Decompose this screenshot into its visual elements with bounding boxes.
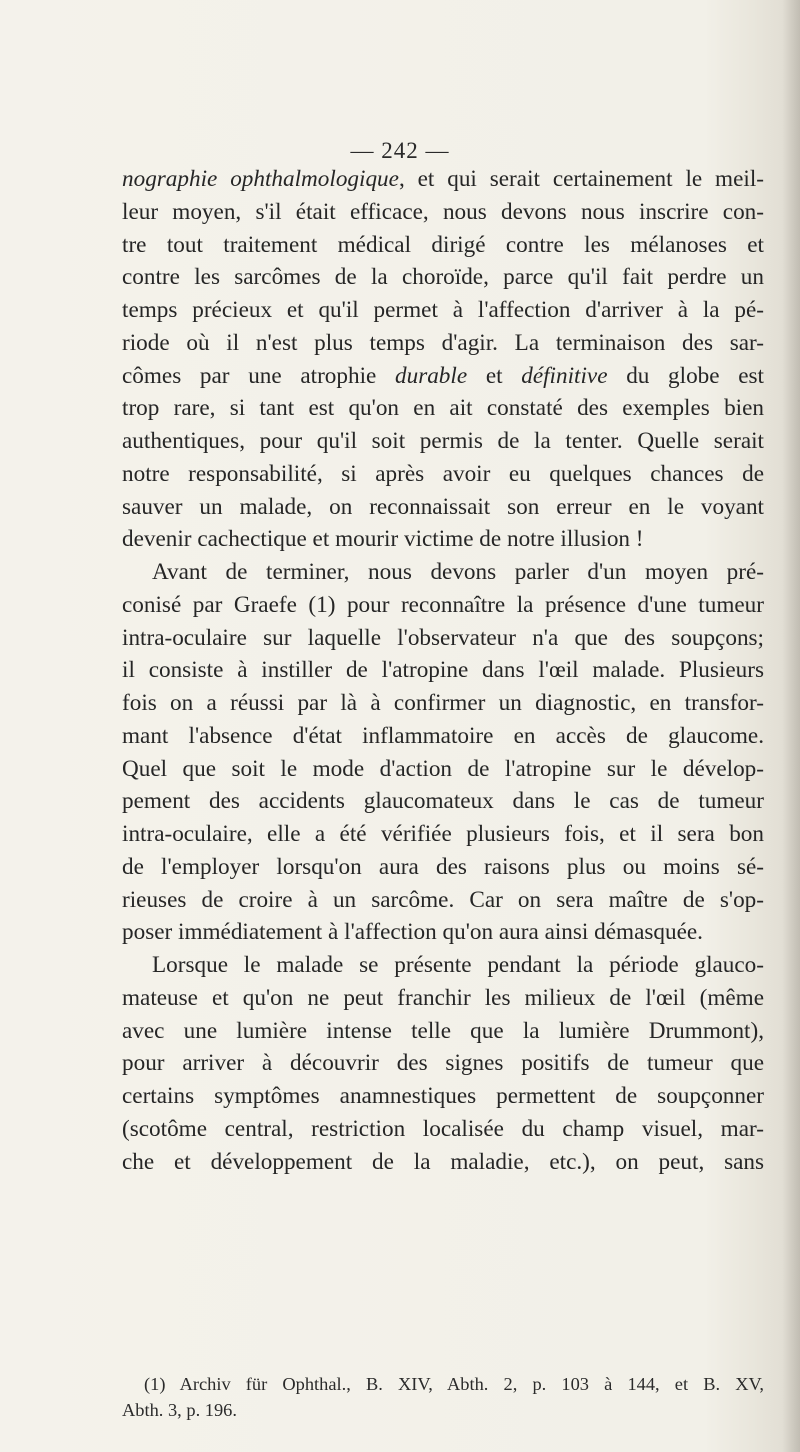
text-line-28: pour arriver à découvrir des signes positifs de tumeur que xyxy=(122,1050,764,1077)
footnote-line-1: (1) Archiv für Ophthal., B. XIV, Abth. 2, p. 103 à 144, et B. XV, xyxy=(144,1374,764,1394)
text-line-5: temps précieux et qu'il permet à l'affection d'arriver à la pé- xyxy=(122,297,764,323)
text-line-9: authentiques, pour qu'il soit permis de la tenter. Quelle serait xyxy=(122,428,764,454)
text-line-8: trop rare, si tant est qu'on en ait constaté des exemples bien xyxy=(122,395,764,422)
text-line-29: certains symptômes anamnestiques permettent de soupçonner xyxy=(122,1083,764,1109)
text-line-3: tre tout traitement médical dirigé contre les mélanoses et xyxy=(122,231,764,258)
footnote-line-2: Abth. 3, p. 196. xyxy=(122,1399,237,1420)
text-line-20: pement des accidents glaucomateux dans le cas de tumeur xyxy=(122,788,764,815)
text-line-24: poser immédiatement à l'affection qu'on aura ainsi démasquée. xyxy=(122,919,703,946)
text-line-23: rieuses de croire à un sarcôme. Car on sera maître de s'op- xyxy=(122,886,764,913)
text-line-15: intra-oculaire sur laquelle l'observateur n'a que des soupçons; xyxy=(122,624,764,651)
text-line-14: conisé par Graefe (1) pour reconnaître la présence d'une tumeur xyxy=(122,591,764,618)
text-line-6: riode où il n'est plus temps d'agir. La terminaison des sar- xyxy=(122,329,764,356)
text-line-16: il consiste à instiller de l'atropine dans l'œil malade. Plusieurs xyxy=(122,657,764,684)
text-line-21: intra-oculaire, elle a été vérifiée plusieurs fois, et il sera bon xyxy=(122,821,764,847)
text-line-25: Lorsque le malade se présente pendant la période glauco- xyxy=(152,952,764,978)
text-line-13: Avant de terminer, nous devons parler d'un moyen pré- xyxy=(152,559,764,585)
page-edge-shadow xyxy=(782,0,800,1452)
text-line-1: nographie ophthalmologique, et qui serait certainement le meil- xyxy=(122,166,764,192)
text-line-26: mateuse et qu'on ne peut franchir les milieux de l'œil (même xyxy=(122,984,764,1011)
text-line-2: leur moyen, s'il était efficace, nous devons nous inscrire con- xyxy=(122,198,764,225)
text-line-27: avec une lumière intense telle que la lumière Drummont), xyxy=(122,1017,764,1044)
text-line-19: Quel que soit le mode d'action de l'atropine sur le dévelop- xyxy=(122,755,764,782)
text-line-10: notre responsabilité, si après avoir eu quelques chances de xyxy=(122,460,764,487)
text-line-7: cômes par une atrophie durable et définitive du globe est xyxy=(122,362,764,389)
text-line-31: che et développement de la maladie, etc.), on peut, sans xyxy=(122,1148,764,1175)
text-line-30: (scotôme central, restriction localisée du champ visuel, mar- xyxy=(122,1115,764,1142)
text-line-22: de l'employer lorsqu'on aura des raisons plus ou moins sé- xyxy=(122,853,764,880)
text-line-12: devenir cachectique et mourir victime de notre illusion ! xyxy=(122,526,644,553)
text-line-18: mant l'absence d'état inflammatoire en accès de glaucome. xyxy=(122,722,764,749)
body-text xyxy=(122,163,764,1178)
text-line-4: contre les sarcômes de la choroïde, parce qu'il fait perdre un xyxy=(122,264,764,291)
footnotes xyxy=(122,1372,764,1423)
text-line-17: fois on a réussi par là à confirmer un diagnostic, en transfor- xyxy=(122,690,764,716)
page-number: — 242 — xyxy=(350,138,450,163)
text-line-11: sauver un malade, on reconnaissait son erreur en le voyant xyxy=(122,493,764,520)
